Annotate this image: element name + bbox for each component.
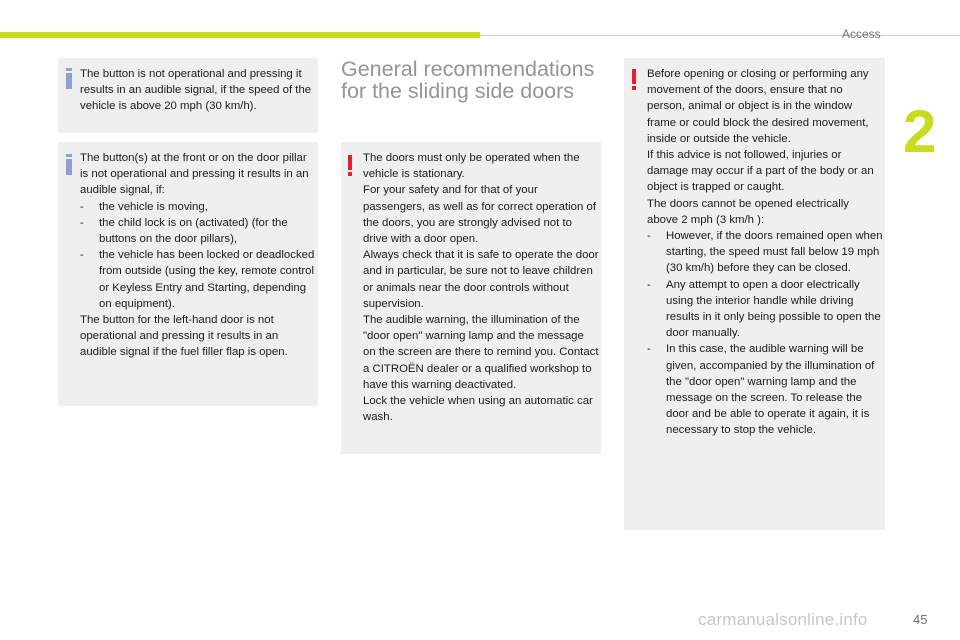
info-icon (66, 68, 72, 89)
info-box-speed-text (80, 66, 316, 115)
list-item: - However, if the doors remained open when starting, the speed must fall below 19 mph (30 km/h) before they can be closed. (647, 228, 883, 277)
condition-list (647, 228, 883, 439)
list-item: - the vehicle is moving, (80, 199, 316, 215)
paragraph: The audible warning, the illumination of the "door open" warning lamp and the message on the screen are there to remind you. Contact a CITROËN dealer or a qualified workshop to have this warning deactivated. (363, 314, 599, 391)
warning-icon (632, 69, 636, 90)
list-item: - In this case, the audible warning will be given, accompanied by the illumination of the "door open" warning lamp and the message on the screen. To release the door and be able to operate it again, it is necessary to stop the vehicle. (647, 341, 883, 438)
paragraph: The button(s) at the front or on the door pillar is not operational and pressing it results in an audible signal, if: (80, 152, 309, 197)
watermark: carmanualsonline.info (698, 610, 868, 629)
paragraph: The doors must only be operated when the vehicle is stationary. (363, 152, 580, 181)
list-item: - Any attempt to open a door electrically using the interior handle while driving results in it only being possible to open the door manually. (647, 277, 883, 342)
page-number: 45 (913, 612, 928, 627)
paragraph: Before opening or closing or performing any movement of the doors, ensure that no person, animal or object is in the window frame or could block the desired movement, inside or outside the vehicle. (647, 68, 869, 145)
paragraph: The doors cannot be opened electrically above 2 mph (3 km/h ): (647, 197, 849, 226)
info-box-buttons-text (80, 150, 316, 361)
paragraph: For your safety and for that of your passengers, as well as for correct operation of the doors, you are strongly advised not to drive with a door open. (363, 184, 596, 246)
warning-box-operation-text (363, 150, 599, 425)
paragraph: The button for the left-hand door is not operational and pressing it results in an audible signal if the fuel filler flap is open. (80, 314, 288, 359)
chapter-number: 2 (903, 98, 937, 165)
header-accent-bar (0, 32, 480, 38)
section-title: Access (842, 27, 881, 41)
paragraph: The button is not operational and pressing it results in an audible signal, if the speed of the vehicle is above 20 mph (30 km/h). (80, 68, 312, 113)
condition-list (80, 199, 316, 312)
paragraph: Always check that it is safe to operate the door and in particular, be sure not to leave children or animals near the door controls without supervision. (363, 249, 599, 310)
header-rule (480, 35, 960, 36)
warning-icon (348, 155, 352, 176)
list-item: - the child lock is on (activated) (for the buttons on the door pillars), (80, 215, 316, 247)
info-icon (66, 154, 72, 175)
list-item: - the vehicle has been locked or deadlocked from outside (using the key, remote control or Keyless Entry and Starting, depending on equipment). (80, 247, 316, 312)
section-heading: General recommendations for the sliding side doors (341, 57, 595, 103)
warning-box-safety-text (647, 66, 883, 439)
paragraph: Lock the vehicle when using an automatic car wash. (363, 395, 593, 424)
paragraph: If this advice is not followed, injuries or damage may occur if a part of the body or an object is trapped or caught. (647, 149, 874, 194)
